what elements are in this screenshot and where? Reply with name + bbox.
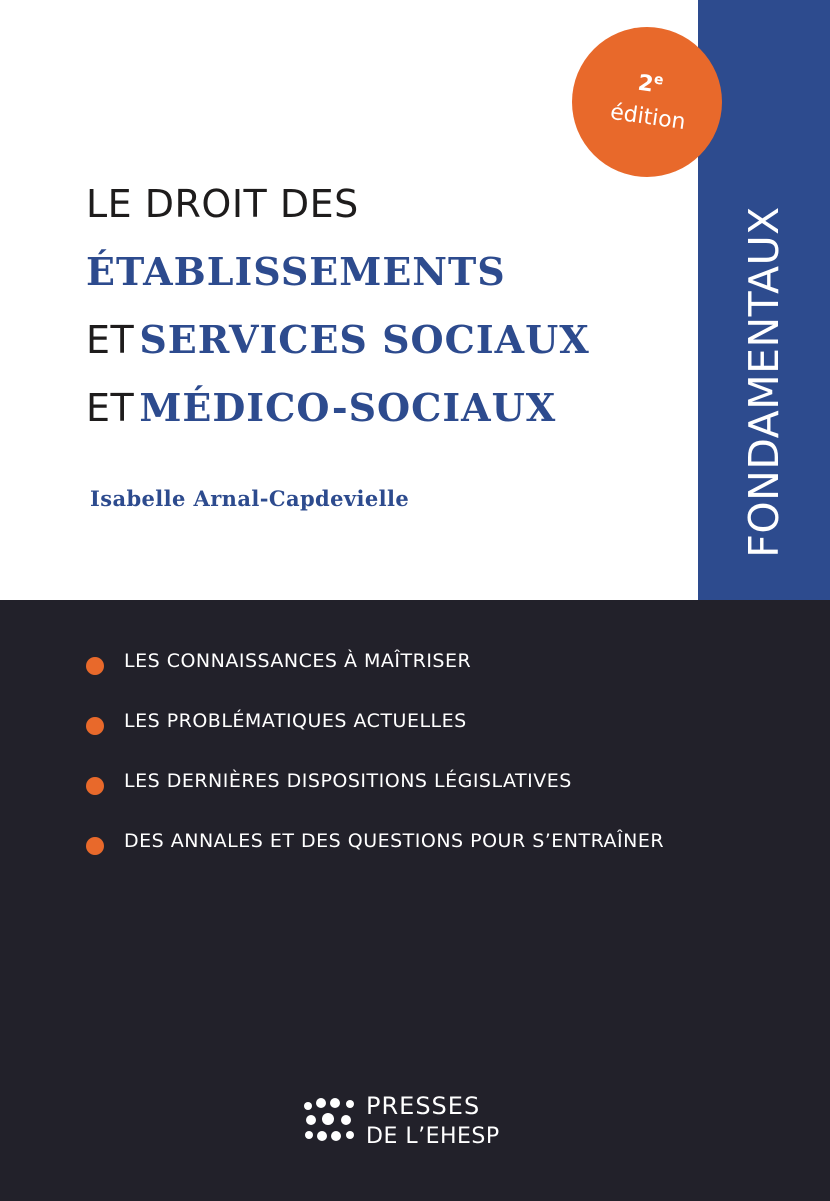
bullet-dot-icon xyxy=(86,777,104,795)
bullet-dot-icon xyxy=(86,717,104,735)
bullet-dot-icon xyxy=(86,837,104,855)
title-line-3-prefix: ET xyxy=(86,318,135,362)
publisher-name-line-2: DE L’EHESP xyxy=(366,1124,500,1149)
bullet-dot-icon xyxy=(86,657,104,675)
edition-badge xyxy=(572,27,722,177)
publisher-dots-icon xyxy=(302,1098,358,1146)
author-name: Isabelle Arnal-Capdevielle xyxy=(90,486,410,511)
series-label: FONDAMENTAUX xyxy=(740,206,788,558)
feature-text: DES ANNALES ET DES QUESTIONS POUR S’ENTRAÎNER xyxy=(124,830,665,852)
title-line-4 xyxy=(86,378,590,446)
edition-superscript: e xyxy=(652,71,665,89)
title-line-3-text: SERVICES SOCIAUX xyxy=(139,317,590,362)
feature-text: LES CONNAISSANCES À MAÎTRISER xyxy=(124,650,472,672)
feature-text: LES PROBLÉMATIQUES ACTUELLES xyxy=(124,710,467,732)
title-line-3 xyxy=(86,310,590,378)
title-line-2 xyxy=(86,242,590,310)
title-line-1-text: LE DROIT DES xyxy=(86,182,359,226)
title-line-4-prefix: ET xyxy=(86,386,135,430)
title-line-1 xyxy=(86,174,590,242)
edition-number-value: 2 xyxy=(636,70,655,98)
publisher-name-line-1: PRESSES xyxy=(366,1092,481,1120)
book-title xyxy=(86,174,590,446)
edition-label: édition xyxy=(608,99,688,136)
feature-text: LES DERNIÈRES DISPOSITIONS LÉGISLATIVES xyxy=(124,770,572,792)
title-line-2-text: ÉTABLISSEMENTS xyxy=(86,249,506,294)
edition-number xyxy=(636,69,664,99)
title-line-4-text: MÉDICO-SOCIAUX xyxy=(139,385,557,430)
